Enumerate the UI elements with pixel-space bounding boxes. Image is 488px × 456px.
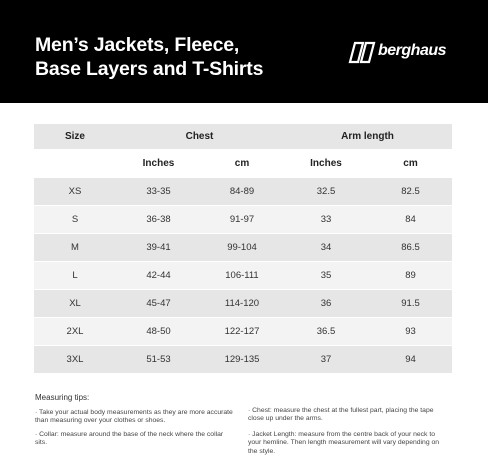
cell-chest-in: 42-44 bbox=[116, 262, 201, 290]
cell-size: 3XL bbox=[34, 346, 116, 374]
cell-size: 2XL bbox=[34, 318, 116, 346]
cell-size: XL bbox=[34, 290, 116, 318]
table-row bbox=[34, 178, 452, 206]
berghaus-mark-icon bbox=[344, 40, 378, 64]
tip-chest: · Chest: measure the chest at the fullest part, placing the tape close up under the arms. bbox=[248, 407, 434, 423]
cell-arm-in: 37 bbox=[283, 346, 369, 374]
cell-arm-cm: 91.5 bbox=[369, 290, 452, 318]
cell-arm-in: 35 bbox=[283, 262, 369, 290]
cell-arm-cm: 82.5 bbox=[369, 178, 452, 206]
table-row bbox=[34, 234, 452, 262]
unit-chest-inches: Inches bbox=[116, 149, 201, 178]
cell-arm-in: 32.5 bbox=[283, 178, 369, 206]
cell-size: S bbox=[34, 206, 116, 234]
cell-chest-in: 33-35 bbox=[116, 178, 201, 206]
table-units-row bbox=[34, 149, 452, 178]
header-banner bbox=[0, 0, 488, 103]
table-row bbox=[34, 206, 452, 234]
cell-size: L bbox=[34, 262, 116, 290]
cell-arm-cm: 86.5 bbox=[369, 234, 452, 262]
berghaus-logo bbox=[344, 40, 456, 64]
cell-arm-cm: 94 bbox=[369, 346, 452, 374]
table-row bbox=[34, 318, 452, 346]
cell-chest-cm: 122-127 bbox=[201, 318, 283, 346]
cell-size: M bbox=[34, 234, 116, 262]
unit-chest-cm: cm bbox=[201, 149, 283, 178]
header-size: Size bbox=[34, 124, 116, 149]
cell-chest-cm: 99-104 bbox=[201, 234, 283, 262]
page-title bbox=[35, 33, 263, 81]
size-chart-table bbox=[34, 124, 452, 373]
measuring-tips-title: Measuring tips: bbox=[35, 393, 90, 402]
table-header-row bbox=[34, 124, 452, 149]
tip-actual-measurements: · Take your actual body measurements as they are more accurate than measuring over your clothes or shoes. bbox=[35, 409, 233, 425]
cell-chest-cm: 129-135 bbox=[201, 346, 283, 374]
cell-arm-cm: 89 bbox=[369, 262, 452, 290]
table-row bbox=[34, 290, 452, 318]
tip-collar: · Collar: measure around the base of the neck where the collar sits. bbox=[35, 431, 224, 447]
brand-wordmark: berghaus bbox=[378, 42, 447, 59]
header-arm-length: Arm length bbox=[283, 124, 452, 149]
cell-chest-cm: 91-97 bbox=[201, 206, 283, 234]
cell-chest-cm: 106-111 bbox=[201, 262, 283, 290]
tip-jacket-length: · Jacket Length: measure from the centre back of your neck to your hemline. Then length measurement will vary depending on the style. bbox=[248, 431, 440, 455]
title-line-2: Base Layers and T-Shirts bbox=[35, 58, 264, 80]
unit-arm-inches: Inches bbox=[283, 149, 369, 178]
unit-arm-cm: cm bbox=[369, 149, 452, 178]
cell-arm-cm: 93 bbox=[369, 318, 452, 346]
title-line-1: Men’s Jackets, Fleece, bbox=[35, 34, 240, 56]
cell-chest-in: 39-41 bbox=[116, 234, 201, 262]
table-row bbox=[34, 262, 452, 290]
table-row bbox=[34, 346, 452, 374]
header-chest: Chest bbox=[116, 124, 283, 149]
cell-arm-in: 33 bbox=[283, 206, 369, 234]
cell-arm-in: 36.5 bbox=[283, 318, 369, 346]
cell-chest-cm: 114-120 bbox=[201, 290, 283, 318]
cell-chest-cm: 84-89 bbox=[201, 178, 283, 206]
cell-arm-in: 34 bbox=[283, 234, 369, 262]
cell-arm-in: 36 bbox=[283, 290, 369, 318]
cell-chest-in: 48-50 bbox=[116, 318, 201, 346]
cell-arm-cm: 84 bbox=[369, 206, 452, 234]
cell-chest-in: 51-53 bbox=[116, 346, 201, 374]
cell-chest-in: 36-38 bbox=[116, 206, 201, 234]
cell-chest-in: 45-47 bbox=[116, 290, 201, 318]
cell-size: XS bbox=[34, 178, 116, 206]
